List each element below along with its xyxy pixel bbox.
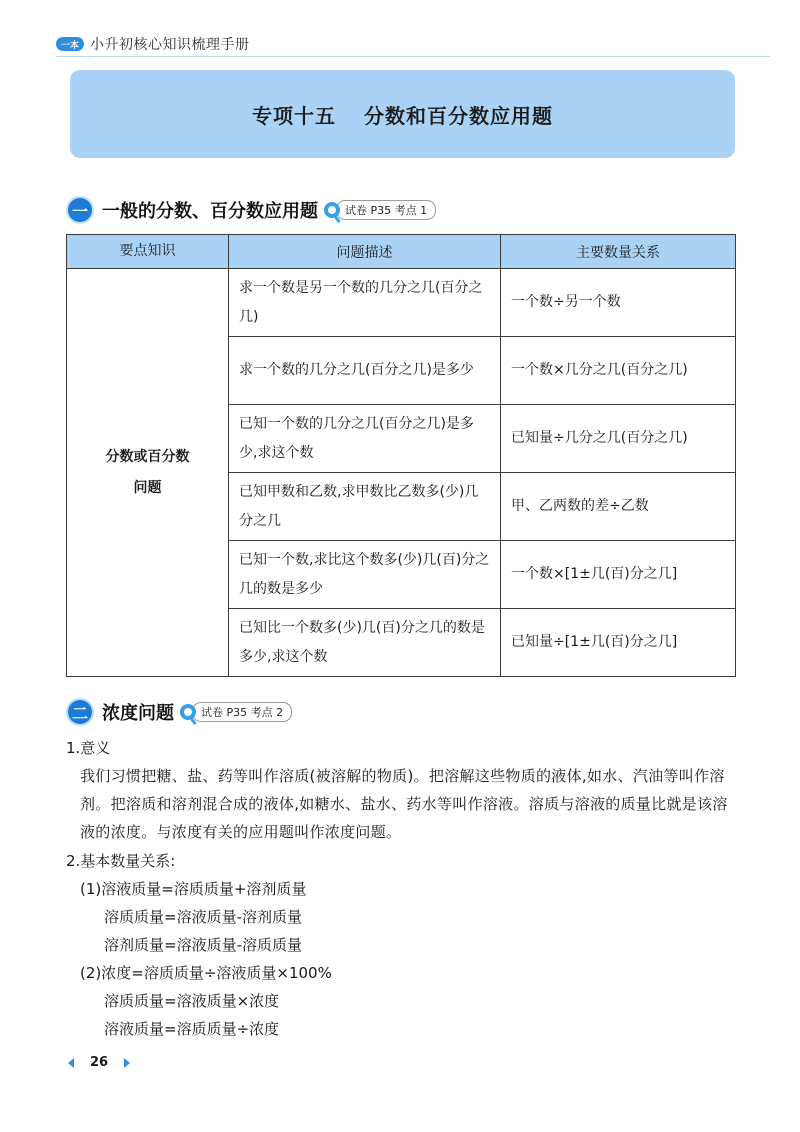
formula-line: 溶液质量=溶质质量÷浓度 <box>104 1020 280 1038</box>
exam-reference-tag <box>324 200 436 220</box>
column-header: 问题描述 <box>229 235 501 269</box>
header-divider <box>56 56 770 57</box>
meaning-paragraph: 我们习惯把糖、盐、药等叫作溶质(被溶解的物质)。把溶解这些物质的液体,如水、汽油等叫作溶剂。把溶质和溶剂混合成的液体,如糖水、盐水、药水等叫作溶液。溶质与溶液的质量比就是该溶液的浓度。与浓度有关的应用题叫作浓度问题。 <box>80 767 728 841</box>
topic-line: 分数或百分数 <box>105 448 190 465</box>
brand-logo: 一本 <box>56 37 84 51</box>
description-cell: 已知甲数和乙数,求甲数比乙数多(少)几分之几 <box>229 473 501 541</box>
page-header <box>56 34 250 54</box>
knowledge-table <box>66 234 736 677</box>
section-heading-2 <box>66 698 292 726</box>
chapter-title: 分数和百分数应用题 <box>364 103 553 128</box>
table-row <box>67 269 736 337</box>
page-footer <box>68 1055 130 1070</box>
section-title: 一般的分数、百分数应用题 <box>102 201 318 222</box>
description-cell: 已知比一个数多(少)几(百)分之几的数是多少,求这个数 <box>229 609 501 677</box>
relation-cell: 已知量÷几分之几(百分之几) <box>501 405 736 473</box>
relation-cell: 一个数×几分之几(百分之几) <box>501 337 736 405</box>
chapter-banner <box>70 70 735 158</box>
prev-page-icon <box>68 1058 74 1068</box>
relation-cell: 一个数×[1±几(百)分之几] <box>501 541 736 609</box>
formula-line: 溶质质量=溶液质量-溶剂质量 <box>104 908 302 926</box>
subheading-relations: 2.基本数量关系: <box>66 852 176 870</box>
section-heading-1 <box>66 196 436 224</box>
book-title: 小升初核心知识梳理手册 <box>90 37 250 53</box>
relation-cell: 已知量÷[1±几(百)分之几] <box>501 609 736 677</box>
magnifier-icon <box>324 202 340 218</box>
chapter-number: 专项十五 <box>252 103 336 128</box>
next-page-icon <box>124 1058 130 1068</box>
formula-line: (1)溶液质量=溶质质量+溶剂质量 <box>80 880 307 898</box>
exam-reference-label: 试卷 P35 考点 2 <box>192 702 292 722</box>
formula-line: 溶质质量=溶液质量×浓度 <box>104 992 280 1010</box>
table-header-row <box>67 235 736 269</box>
description-cell: 求一个数的几分之几(百分之几)是多少 <box>229 337 501 405</box>
description-cell: 已知一个数,求比这个数多(少)几(百)分之几的数是多少 <box>229 541 501 609</box>
section-number-badge: 二 <box>66 698 94 726</box>
topic-line: 问题 <box>133 479 162 496</box>
section-title: 浓度问题 <box>102 703 174 724</box>
topic-cell <box>67 269 229 677</box>
page-number: 26 <box>90 1055 109 1070</box>
exam-reference-tag <box>180 702 292 722</box>
relation-cell: 甲、乙两数的差÷乙数 <box>501 473 736 541</box>
section-number-badge: 一 <box>66 196 94 224</box>
magnifier-icon <box>180 704 196 720</box>
relation-cell: 一个数÷另一个数 <box>501 269 736 337</box>
formula-line: 溶剂质量=溶液质量-溶质质量 <box>104 936 302 954</box>
formula-line: (2)浓度=溶质质量÷溶液质量×100% <box>80 964 332 982</box>
column-header: 主要数量关系 <box>501 235 736 269</box>
column-header: 要点知识 <box>67 235 229 269</box>
description-cell: 求一个数是另一个数的几分之几(百分之几) <box>229 269 501 337</box>
subheading-meaning: 1.意义 <box>66 739 111 757</box>
description-cell: 已知一个数的几分之几(百分之几)是多少,求这个数 <box>229 405 501 473</box>
exam-reference-label: 试卷 P35 考点 1 <box>336 200 436 220</box>
